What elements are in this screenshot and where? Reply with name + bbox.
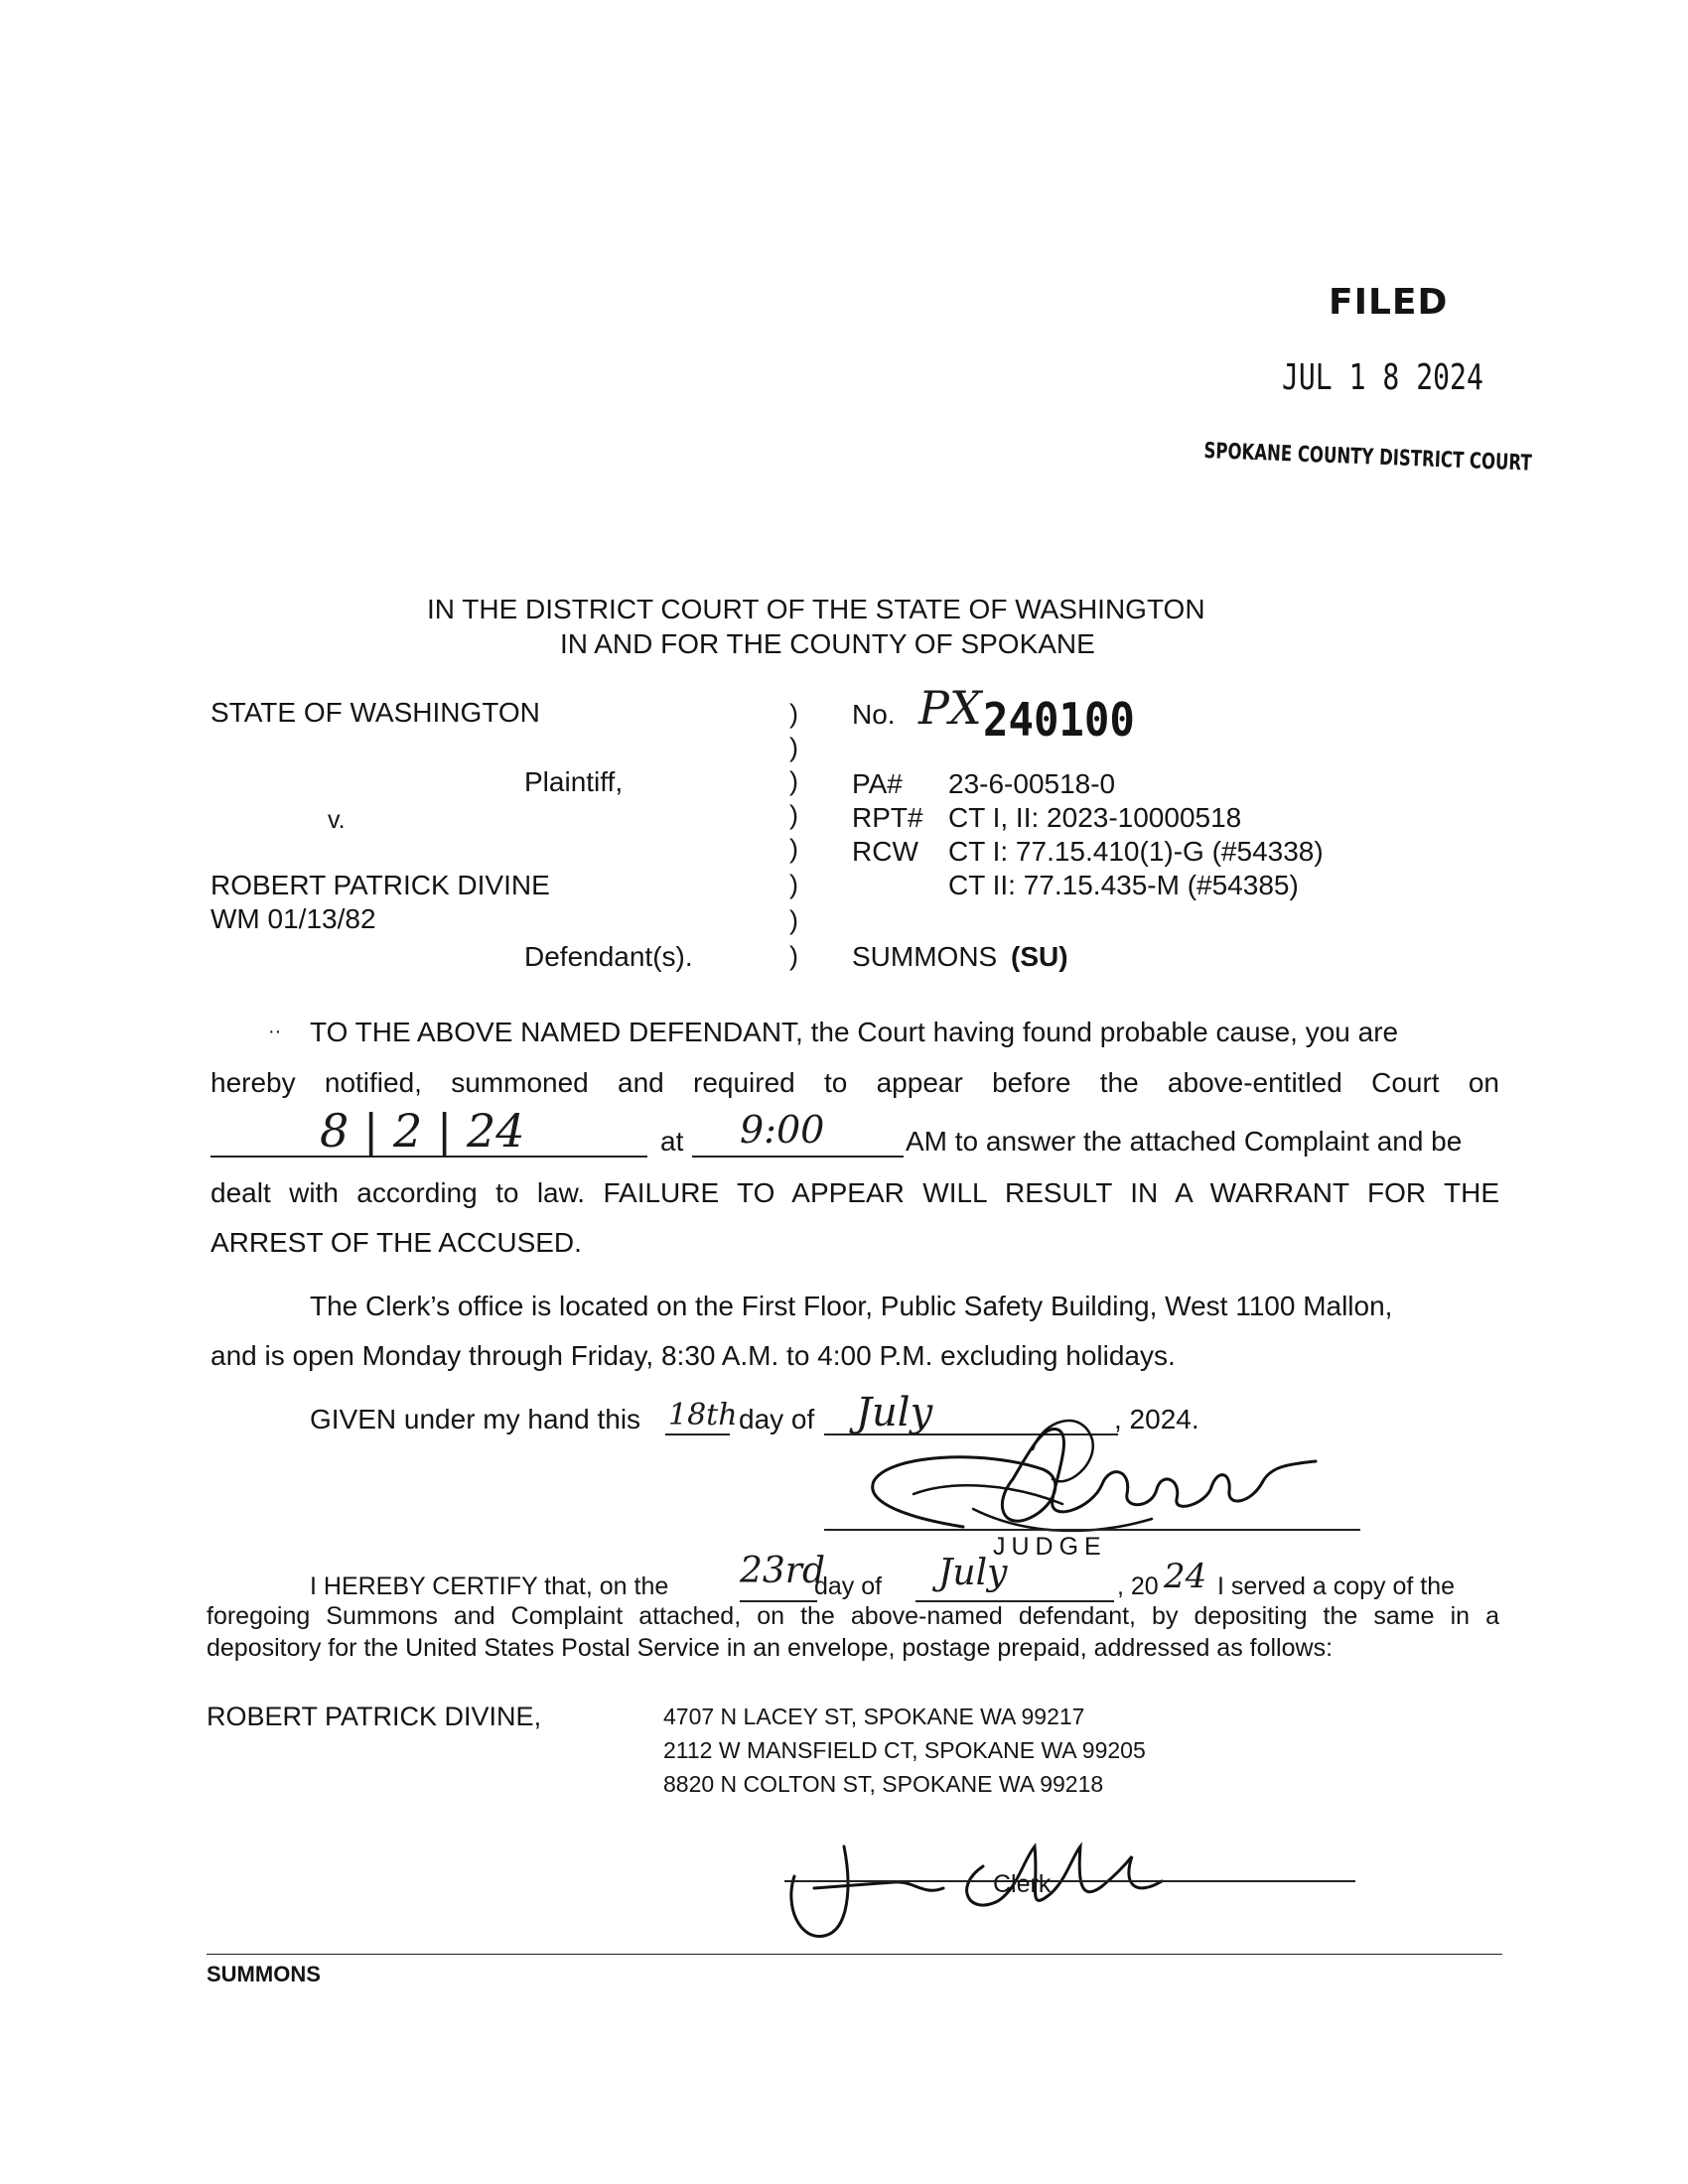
given-day: 18th [668, 1398, 738, 1433]
at-label: at [660, 1126, 684, 1157]
rcw-label: RCW [852, 836, 918, 867]
footer-rule [207, 1954, 1502, 1955]
paragraph2-line2: and is open Monday through Friday, 8:30 A.M. to 4:00 P.M. excluding holidays. [211, 1340, 1176, 1371]
certify-suffix: I served a copy of the [1217, 1572, 1456, 1600]
case-number-label: No. [852, 699, 896, 730]
certify-line3: depository for the United States Postal Service in an envelope, postage prepaid, addressed as follows: [207, 1634, 1334, 1662]
pa-label: PA# [852, 768, 903, 799]
judge-label: JUDGE [993, 1533, 1107, 1561]
case-number-prefix: PX [918, 681, 982, 735]
recipient-name: ROBERT PATRICK DIVINE, [207, 1702, 542, 1731]
certify-month: July [938, 1553, 1008, 1593]
appear-time-blank [692, 1156, 904, 1158]
certify-day: 23rd [740, 1551, 826, 1591]
paragraph2-line1: The Clerk’s office is located on the First Floor, Public Safety Building, West 1100 Mallon, [310, 1291, 1393, 1321]
paren: ) [789, 834, 798, 864]
paren: ) [789, 870, 798, 899]
certify-year-prefix: , 20 [1117, 1572, 1159, 1600]
defendant-info: WM 01/13/82 [211, 903, 376, 934]
paren: ) [789, 699, 798, 729]
certify-line2: foregoing Summons and Complaint attached, on the above-named defendant, by depositing the same in a [207, 1602, 1499, 1630]
paragraph1-line4: dealt with according to law. FAILURE TO APPEAR WILL RESULT IN A WARRANT FOR THE [211, 1177, 1499, 1208]
filed-date: JUL 1 8 2024 [1282, 357, 1483, 398]
paren: ) [789, 941, 798, 971]
rcw-value-1: CT I: 77.15.410(1)-G (#54338) [948, 836, 1324, 867]
paragraph1-line2: hereby notified, summoned and required to appear before the above-entitled Court on [211, 1067, 1499, 1098]
certify-year: 24 [1164, 1557, 1207, 1596]
document-code: (SU) [1011, 941, 1068, 972]
clerk-label: Clerk [993, 1870, 1052, 1898]
document-title-text: SUMMONS [852, 941, 998, 972]
case-number: 240100 [983, 693, 1135, 747]
given-mid: day of [739, 1404, 815, 1434]
appear-date: 8 | 2 | 24 [320, 1104, 525, 1158]
address-3: 8820 N COLTON ST, SPOKANE WA 99218 [663, 1771, 1104, 1797]
given-day-blank [665, 1433, 730, 1435]
paren: ) [789, 905, 798, 935]
paren: ) [789, 766, 798, 796]
plaintiff-name: STATE OF WASHINGTON [211, 697, 540, 728]
court-header-line1: IN THE DISTRICT COURT OF THE STATE OF WASHINGTON [427, 594, 1205, 624]
margin-mark: ·· [268, 1021, 282, 1042]
court-header-line2: IN AND FOR THE COUNTY OF SPOKANE [560, 628, 1095, 659]
footer-label: SUMMONS [207, 1962, 321, 1986]
rpt-value: CT I, II: 2023-10000518 [948, 802, 1242, 833]
defendant-label: Defendant(s). [524, 941, 693, 972]
rcw-value-2: CT II: 77.15.435-M (#54385) [948, 870, 1299, 900]
certify-day-of: day of [814, 1572, 883, 1600]
clerk-signature [774, 1827, 1192, 1956]
plaintiff-label: Plaintiff, [524, 766, 624, 797]
certify-prefix: I HEREBY CERTIFY that, on the [310, 1572, 669, 1600]
paragraph1-line3: AM to answer the attached Complaint and be [906, 1126, 1463, 1157]
filed-court: SPOKANE COUNTY DISTRICT COURT [1203, 439, 1533, 477]
paragraph1-line1: TO THE ABOVE NAMED DEFENDANT, the Court having found probable cause, you are [310, 1017, 1399, 1047]
pa-value: 23-6-00518-0 [948, 768, 1116, 799]
document-title [852, 941, 1068, 973]
given-prefix: GIVEN under my hand this [310, 1404, 641, 1434]
clerk-signature-line [784, 1880, 1355, 1882]
paren: ) [789, 800, 798, 830]
versus: v. [328, 806, 346, 834]
given-month: July [856, 1390, 933, 1435]
given-year: , 2024. [1114, 1404, 1199, 1434]
paragraph1-line5: ARREST OF THE ACCUSED. [211, 1227, 582, 1258]
appear-time: 9:00 [740, 1108, 825, 1152]
rpt-label: RPT# [852, 802, 923, 833]
judge-signature-line [824, 1529, 1360, 1531]
address-2: 2112 W MANSFIELD CT, SPOKANE WA 99205 [663, 1737, 1146, 1763]
address-1: 4707 N LACEY ST, SPOKANE WA 99217 [663, 1704, 1085, 1729]
defendant-name: ROBERT PATRICK DIVINE [211, 870, 550, 900]
filed-label: FILED [1329, 282, 1449, 323]
paren: ) [789, 733, 798, 762]
